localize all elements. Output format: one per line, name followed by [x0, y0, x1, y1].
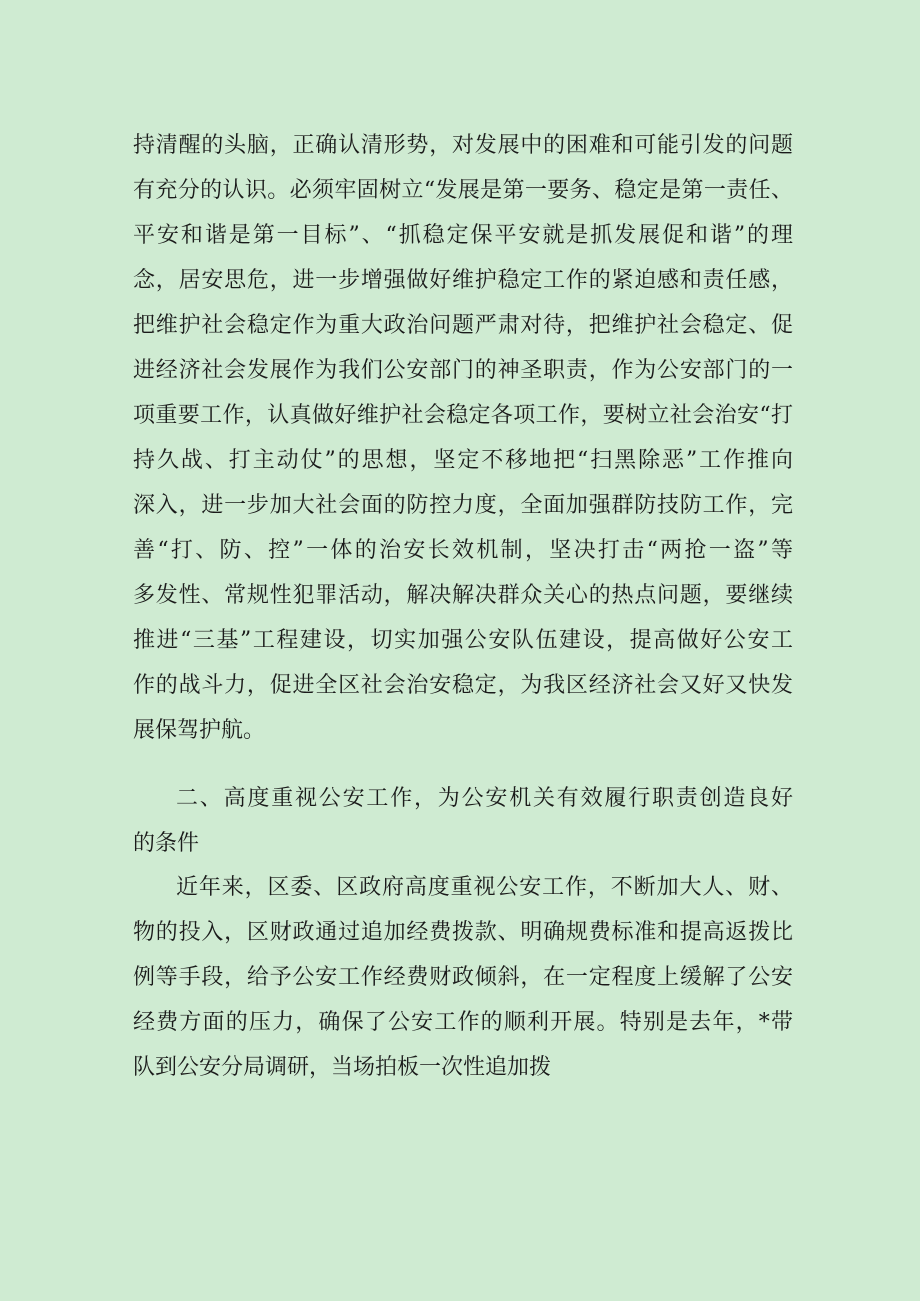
- text-line: 念，居安思危，进一步增强做好维护稳定工作的紧迫感和责任感，: [133, 268, 793, 293]
- text-line: 近年来，区委、区政府高度重视公安工作，不断加大人、财、: [176, 875, 793, 900]
- text-line: 队到公安分局调研，当场拍板一次性追加拨: [133, 1055, 552, 1080]
- text-line: 项重要工作，认真做好维护社会稳定各项工作，要树立社会治安“打: [133, 403, 793, 428]
- text-line: 作的战斗力，促进全区社会治安稳定，为我区经济社会又好又快发: [133, 673, 793, 698]
- text-line: 深入，进一步加大社会面的防控力度，全面加强群防技防工作，完: [133, 493, 793, 518]
- text-line: 展保驾护航。: [133, 718, 266, 743]
- text-line: 多发性、常规性犯罪活动，解决解决群众关心的热点问题，要继续: [133, 583, 793, 608]
- text-line: 有充分的认识。必须牢固树立“发展是第一要务、稳定是第一责任、: [133, 178, 793, 203]
- text-line: 进经济社会发展作为我们公安部门的神圣职责，作为公安部门的一: [133, 358, 793, 383]
- text-line: 善“打、防、控”一体的治安长效机制，坚决打击“两抢一盗”等: [133, 538, 793, 563]
- text-line: 平安和谐是第一目标”、“抓稳定保平安就是抓发展促和谐”的理: [133, 223, 793, 248]
- heading-line: 的条件: [133, 831, 200, 856]
- text-line: 物的投入，区财政通过追加经费拨款、明确规费标准和提高返拨比: [133, 920, 793, 945]
- text-line: 持清醒的头脑，正确认清形势，对发展中的困难和可能引发的问题: [133, 133, 793, 158]
- heading-line: 二、高度重视公安工作，为公安机关有效履行职责创造良好: [176, 786, 793, 811]
- text-line: 把维护社会稳定作为重大政治问题严肃对待，把维护社会稳定、促: [133, 313, 793, 338]
- text-line: 经费方面的压力，确保了公安工作的顺利开展。特别是去年，*带: [133, 1010, 793, 1035]
- text-line: 推进“三基”工程建设，切实加强公安队伍建设，提高做好公安工: [133, 628, 793, 653]
- text-line: 例等手段，给予公安工作经费财政倾斜，在一定程度上缓解了公安: [133, 965, 793, 990]
- text-line: 持久战、打主动仗”的思想，坚定不移地把“扫黑除恶”工作推向: [133, 448, 793, 473]
